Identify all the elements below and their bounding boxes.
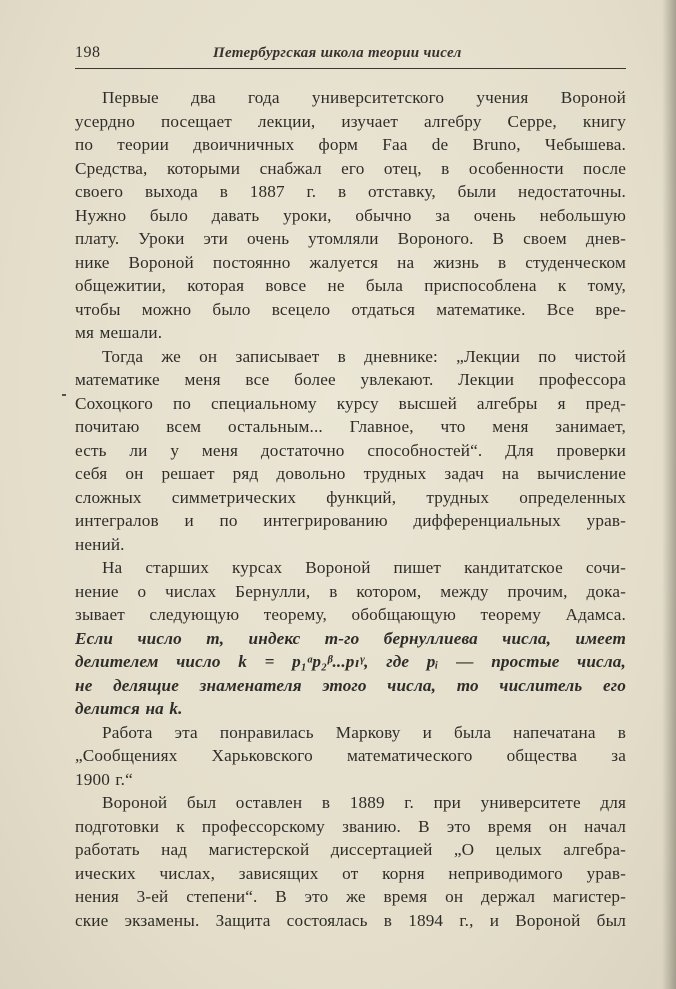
text-line: Тогда же он записывает в дневнике: „Лекции по чистой — [102, 346, 626, 366]
text-line: своего выхода в 1887 г. в отставку, были недостаточны. — [75, 182, 626, 201]
text-line: Первые два года университетского учения Вороной — [102, 88, 626, 107]
text-line: ических числах, зависящих от корня неприводимого урав- — [75, 863, 626, 883]
text-line: „Сообщениях Харьковского математического общества за — [75, 746, 626, 765]
text-line: 1900 г.“ — [75, 769, 133, 789]
page-number: 198 — [75, 44, 101, 61]
theorem-line: Если число m, индекс m-го бернуллиева числа, имеет — [75, 628, 626, 648]
text-line: Работа эта понравилась Маркову и была напечатана в — [102, 722, 626, 742]
text-line: Сохоцкого по специальному курсу высшей алгебры я пред- — [75, 393, 626, 413]
text-line: работать над магистерской диссертацией „О целых алгебра- — [75, 840, 626, 859]
text-line: математике меня все более увлекают. Лекции профессора — [75, 370, 626, 389]
text-line: нения 3-ей степени“. В это же время он держал магистер- — [75, 887, 626, 906]
theorem-line: не делящие знаменателя этого числа, то числитель его — [75, 675, 626, 695]
theorem-line: делителем число k = p₁ᵅp₂ᵝ...pₗᵞ, где pᵢ — простые числа, — [75, 652, 626, 671]
text-line: общежитии, которая вовсе не была приспособлена к тому, — [75, 276, 626, 295]
text-line: Нужно было давать уроки, обычно за очень небольшую — [75, 205, 626, 225]
text-line: нение о числах Бернулли, в котором, между прочим, дока- — [75, 581, 626, 601]
running-title: Петербургская школа теории чисел — [213, 45, 462, 61]
text-line: интегралов и по интегрированию дифференциальных урав- — [75, 511, 626, 530]
theorem-line: делится на k. — [75, 699, 183, 718]
page-header — [75, 44, 626, 69]
text-line: себя он решает ряд довольно трудных задач на вычисление — [75, 464, 626, 483]
text-line: Средства, которыми снабжал его отец, в особенности после — [75, 158, 626, 178]
text-line: почитаю всем остальным... Главное, что меня занимает, — [75, 417, 626, 436]
body-text — [75, 86, 626, 932]
text-line: есть ли у меня достаточно способностей“. Для проверки — [75, 440, 626, 460]
text-line: подготовки к профессорскому званию. В это время он начал — [75, 816, 626, 836]
text-line: ские экзамены. Защита состоялась в 1894 г., и Вороной был — [75, 910, 626, 930]
text-line: мя мешали. — [75, 323, 163, 342]
page-edge-shadow — [662, 0, 676, 989]
margin-mark — [62, 394, 66, 396]
text-line: сложных симметрических функций, трудных определенных — [75, 487, 626, 507]
text-line: нений. — [75, 534, 125, 554]
text-line: усердно посещает лекции, изучает алгебру Серре, книгу — [75, 111, 626, 131]
text-line: плату. Уроки эти очень утомляли Вороного. В своем днев- — [75, 229, 626, 248]
text-line: зывает следующую теорему, обобщающую теорему Адамса. — [75, 605, 626, 624]
text-line: по теории двоичничных форм Faa de Bruno, Чебышева. — [75, 135, 626, 154]
text-line: нике Вороной постоянно жалуется на жизнь в студенческом — [75, 252, 626, 272]
text-line: чтобы можно было всецело отдаться математике. Все вре- — [75, 299, 626, 319]
text-line: Вороной был оставлен в 1889 г. при университете для — [102, 793, 626, 812]
text-line: На старших курсах Вороной пишет кандитатское сочи- — [102, 558, 626, 577]
